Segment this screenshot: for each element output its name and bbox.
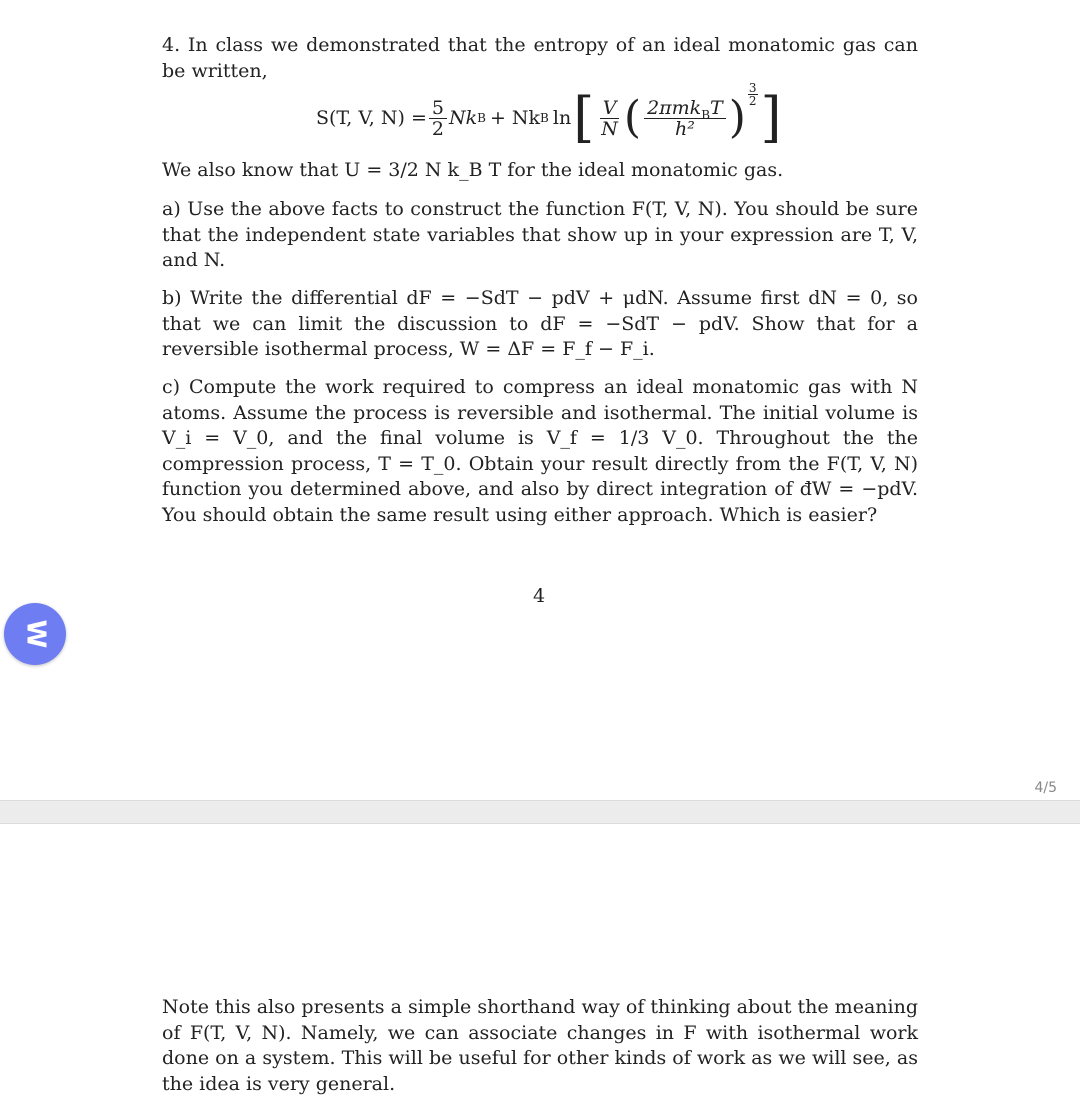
page-indicator: 4/5 <box>1034 780 1057 796</box>
right-paren: ) <box>728 92 746 143</box>
coefficient-fraction: $\frac{5}{2}$ <box>429 98 447 139</box>
equation-middle: Nk <box>448 107 478 129</box>
entropy-equation: S(T, V, N) = $\frac{5}{2}$ Nk B + Nk B ln [ $\frac{V}{N}$ ( $\frac{2\pi mk_BT}{\text{h²}}$ ) $\frac{3}{2}$ ] <box>316 81 782 149</box>
w-logo-icon: W <box>20 619 50 649</box>
equation-ln: ln <box>552 107 572 129</box>
page-separator <box>0 800 1080 824</box>
page-number: 4 <box>533 585 546 607</box>
intro-text: 4. In class we demonstrated that the entropy of an ideal monatomic gas can be written, <box>162 34 918 82</box>
part-b: b) Write the differential dF = −SdT − pdV + μdN. Assume first dN = 0, so that we can limit the discussion to dF = −SdT − pdV. Show that for a reversible isothermal process, W = ΔF = F_f − F_i. <box>162 287 918 360</box>
energy-statement: We also know that U = 3/2 N k_B T for the ideal monatomic gas. <box>162 159 784 181</box>
right-bracket: ] <box>760 86 782 149</box>
equation-plus: + Nk <box>489 107 541 129</box>
thermal-fraction: $\frac{2\pi mk_BT}{\text{h²}}$ <box>644 98 726 139</box>
equation-lhs: S(T, V, N) = <box>316 107 427 129</box>
problem-intro <box>162 33 918 84</box>
floating-action-button[interactable] <box>4 603 66 665</box>
part-a: a) Use the above facts to construct the function F(T, V, N). You should be sure that the independent state variables that show up in your expression are T, V, and N. <box>162 198 918 271</box>
note: Note this also presents a simple shorthand way of thinking about the meaning of F(T, V, N). Namely, we can associate changes in F with isothermal work done on a system. This will be useful for other kinds of work as we will see, as the idea is very general. <box>162 996 918 1095</box>
left-paren: ( <box>623 92 642 143</box>
exponent-fraction: $\frac{3}{2}$ <box>748 81 757 108</box>
volume-fraction: $\frac{V}{N}$ <box>601 96 618 140</box>
left-bracket: [ <box>573 86 595 149</box>
part-c: c) Compute the work required to compress an ideal monatomic gas with N atoms. Assume the process is reversible and isothermal. The initial volume is V_i = V_0, and the final volume is V_f = 1/3 V_0. Throughout the the compression process, T = T_0. Obtain your result directly from the F(T, V, N) function you determined above, and also by direct integration of đW = −pdV. You should obtain the same result using either approach. Which is easier? <box>162 376 918 526</box>
